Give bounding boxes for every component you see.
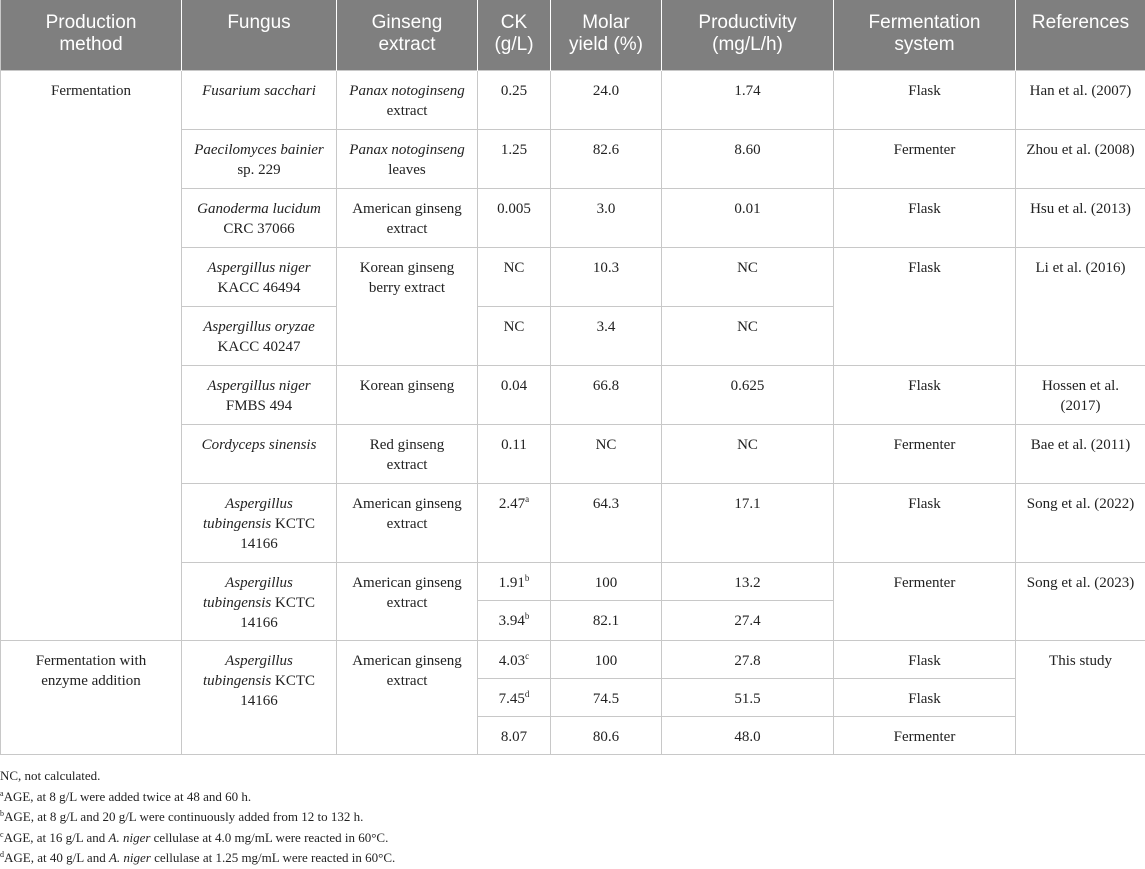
header-productivity: Productivity (mg/L/h) [662,0,834,70]
cell-reference: Song et al. (2022) [1016,483,1145,562]
cell-yield: 66.8 [551,365,662,424]
cell-reference: Hossen et al. (2017) [1016,365,1145,424]
header-fungus: Fungus [182,0,337,70]
cell-extract: Panax notoginseng extract [337,70,478,129]
cell-fungus: Ganoderma lucidum CRC 37066 [182,188,337,247]
cell-extract: Panax notoginseng leaves [337,129,478,188]
footnote-mark: b [525,611,530,621]
cell-ck: NC [478,247,551,306]
cell-ck: 0.25 [478,70,551,129]
cell-ck: 3.94$^b$ [478,600,551,640]
cell-reference: Song et al. (2023) [1016,562,1145,640]
cell-extract: Red ginseng extract [337,424,478,483]
cell-productivity: 27.8 [662,640,834,678]
cell-fungus: Aspergillus tubingensis KCTC 14166 [182,562,337,640]
cell-productivity: 0.01 [662,188,834,247]
cell-productivity: 51.5 [662,678,834,716]
header-ginseng-extract: Ginseng extract [337,0,478,70]
cell-fungus: Aspergillus tubingensis KCTC 14166 [182,640,337,754]
cell-yield: 100 [551,562,662,600]
cell-productivity: 13.2 [662,562,834,600]
cell-productivity: 17.1 [662,483,834,562]
cell-productivity: NC [662,424,834,483]
cell-system: Flask [834,640,1016,678]
header-molar-yield: Molar yield (%) [551,0,662,70]
cell-yield: 100 [551,640,662,678]
cell-yield: 74.5 [551,678,662,716]
cell-system: Flask [834,483,1016,562]
cell-extract: Korean ginseng [337,365,478,424]
cell-yield: NC [551,424,662,483]
cell-yield: 3.4 [551,306,662,365]
cell-extract: American ginseng extract [337,483,478,562]
cell-reference: Hsu et al. (2013) [1016,188,1145,247]
header-references: References [1016,0,1145,70]
footnote-mark: b [525,573,530,583]
cell-method-enzyme: Fermentation with enzyme addition [1,640,182,754]
cell-fungus: Cordyceps sinensis [182,424,337,483]
cell-fungus: Aspergillus niger FMBS 494 [182,365,337,424]
cell-extract: American ginseng extract [337,640,478,754]
cell-ck: 8.07 [478,716,551,754]
cell-ck: 0.11 [478,424,551,483]
cell-extract: Korean ginseng berry extract [337,247,478,365]
cell-productivity: 1.74 [662,70,834,129]
cell-fungus: Aspergillus tubingensis KCTC 14166 [182,483,337,562]
cell-ck: 1.25 [478,129,551,188]
header-production-method: Production method [1,0,182,70]
cell-fungus: Aspergillus oryzae KACC 40247 [182,306,337,365]
cell-system: Flask [834,188,1016,247]
cell-fungus: Fusarium sacchari [182,70,337,129]
cell-productivity: 0.625 [662,365,834,424]
table-row [1,640,1145,678]
cell-system: Fermenter [834,129,1016,188]
cell-reference: Li et al. (2016) [1016,247,1145,365]
footnote-nc: NC, not calculated. [0,766,395,787]
cell-yield: 82.1 [551,600,662,640]
table-footnotes [0,766,395,869]
footnote-mark: a [525,494,529,504]
cell-system: Flask [834,247,1016,365]
footnote-c: $^c$AGE, at 16 g/L and A. niger cellulase at 4.0 mg/mL were reacted in 60°C. [0,828,395,849]
footnote-mark: d [525,689,530,699]
cell-system: Fermenter [834,562,1016,640]
header-row [1,0,1145,70]
cell-ck: 0.04 [478,365,551,424]
cell-reference: Han et al. (2007) [1016,70,1145,129]
cell-method-fermentation: Fermentation [1,70,182,640]
cell-yield: 80.6 [551,716,662,754]
cell-fungus: Paecilomyces bainier sp. 229 [182,129,337,188]
cell-productivity: 8.60 [662,129,834,188]
cell-productivity: 27.4 [662,600,834,640]
cell-yield: 3.0 [551,188,662,247]
cell-yield: 82.6 [551,129,662,188]
cell-ck: NC [478,306,551,365]
cell-reference: Zhou et al. (2008) [1016,129,1145,188]
footnote-mark: c [525,651,529,661]
cell-fungus: Aspergillus niger KACC 46494 [182,247,337,306]
header-ck: CK (g/L) [478,0,551,70]
cell-reference: This study [1016,640,1145,754]
cell-yield: 10.3 [551,247,662,306]
cell-system: Flask [834,678,1016,716]
header-fermentation-system: Fermentation system [834,0,1016,70]
cell-ck: 7.45$^d$ [478,678,551,716]
footnote-d: $^d$AGE, at 40 g/L and A. niger cellulase at 1.25 mg/mL were reacted in 60°C. [0,848,395,869]
footnote-a: $^a$AGE, at 8 g/L were added twice at 48 and 60 h. [0,787,395,808]
cell-extract: American ginseng extract [337,188,478,247]
cell-yield: 24.0 [551,70,662,129]
cell-ck: 1.91$^b$ [478,562,551,600]
cell-system: Flask [834,70,1016,129]
cell-ck: 0.005 [478,188,551,247]
cell-system: Fermenter [834,424,1016,483]
cell-extract: American ginseng extract [337,562,478,640]
cell-productivity: NC [662,247,834,306]
cell-ck: 2.47$^a$ [478,483,551,562]
table-row [1,70,1145,129]
cell-productivity: 48.0 [662,716,834,754]
cell-productivity: NC [662,306,834,365]
cell-system: Fermenter [834,716,1016,754]
cell-ck: 4.03$^c$ [478,640,551,678]
cell-reference: Bae et al. (2011) [1016,424,1145,483]
cell-system: Flask [834,365,1016,424]
cell-yield: 64.3 [551,483,662,562]
footnote-b: $^b$AGE, at 8 g/L and 20 g/L were continuously added from 12 to 132 h. [0,807,395,828]
